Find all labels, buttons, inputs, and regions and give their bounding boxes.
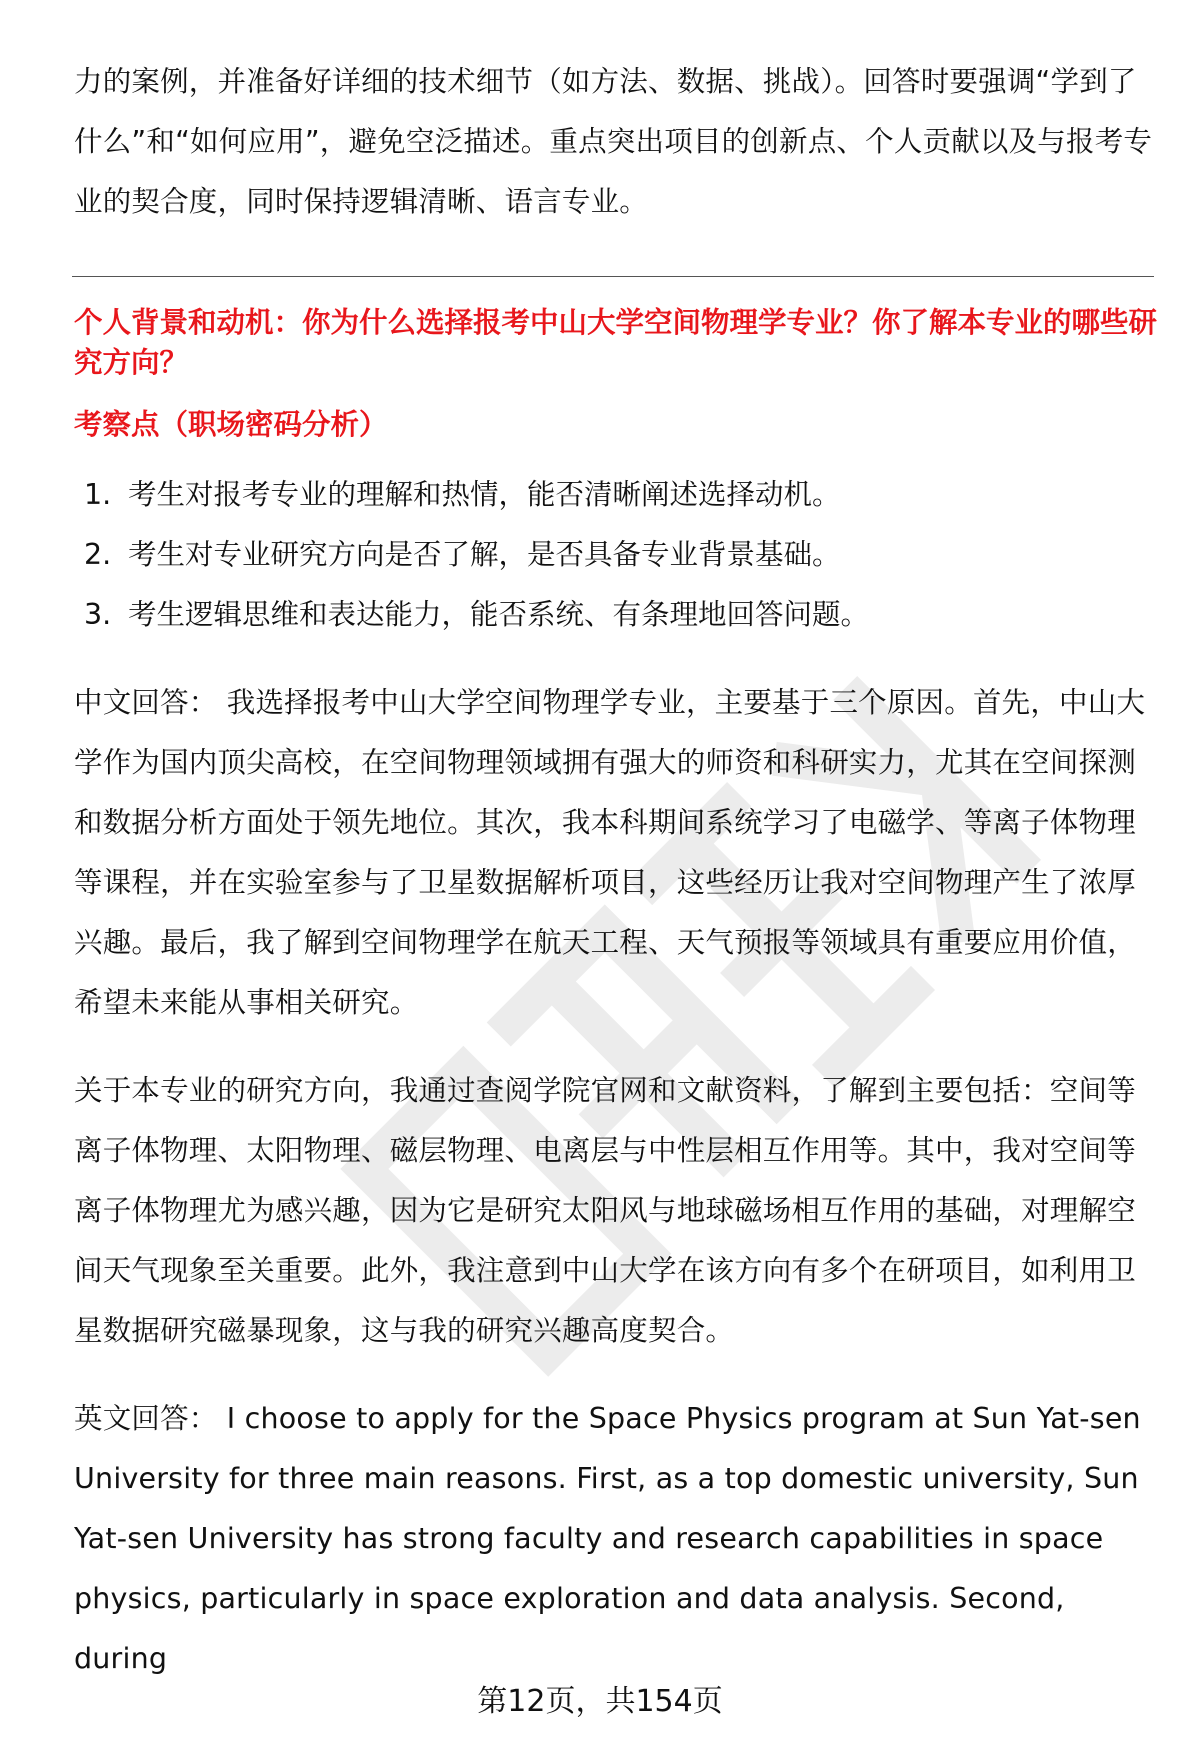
list-item-text: 考生对报考专业的理解和热情，能否清晰阐述选择动机。: [128, 478, 841, 511]
analysis-heading: 考察点（职场密码分析）: [74, 408, 388, 441]
list-item: [74, 525, 1160, 585]
list-item-number: 1.: [84, 478, 112, 511]
intro-paragraph: 力的案例，并准备好详细的技术细节（如方法、数据、挑战）。回答时要强调“学到了什么”和“如何应用”，避免空泛描述。重点突出项目的创新点、个人贡献以及与报考专业的契合度，同时保持逻辑清晰、语言专业。: [74, 65, 1153, 218]
list-item-number: 3.: [84, 598, 112, 631]
research-directions-paragraph: 关于本专业的研究方向，我通过查阅学院官网和文献资料，了解到主要包括：空间等离子体物理、太阳物理、磁层物理、电离层与中性层相互作用等。其中，我对空间等离子体物理尤为感兴趣，因为它是研究太阳风与地球磁场相互作用的基础，对理解空间天气现象至关重要。此外，我注意到中山大学在该方向有多个在研项目，如利用卫星数据研究磁暴现象，这与我的研究兴趣高度契合。: [74, 1074, 1136, 1347]
question-heading: 个人背景和动机：你为什么选择报考中山大学空间物理学专业？你了解本专业的哪些研究方向？: [74, 306, 1158, 379]
page-content: [74, 52, 1160, 1689]
list-item-text: 考生逻辑思维和表达能力，能否系统、有条理地回答问题。: [128, 598, 870, 631]
list-item-text: 考生对专业研究方向是否了解，是否具备专业背景基础。: [128, 538, 841, 571]
english-answer-paragraph: 英文回答： I choose to apply for the Space Physics program at Sun Yat-sen University for three main reasons. First, as a top domestic university, Sun Yat-sen University has strong faculty and research capabilities in space physics, particularly in space exploration and data analysis. Second, during: [74, 1402, 1141, 1675]
chinese-answer-paragraph: 中文回答： 我选择报考中山大学空间物理学专业，主要基于三个原因。首先，中山大学作为国内顶尖高校，在空间物理领域拥有强大的师资和科研实力，尤其在空间探测和数据分析方面处于领先地位。其次，我本科期间系统学习了电磁学、等离子体物理等课程，并在实验室参与了卫星数据解析项目，这些经历让我对空间物理产生了浓厚兴趣。最后，我了解到空间物理学在航天工程、天气预报等领域具有重要应用价值，希望未来能从事相关研究。: [74, 686, 1146, 1019]
list-item-number: 2.: [84, 538, 112, 571]
list-item: [74, 465, 1160, 525]
list-item: [74, 585, 1160, 645]
assessment-points-list: [74, 465, 1160, 645]
page-number-footer: 第12页，共154页: [477, 1684, 723, 1719]
section-divider: [72, 276, 1154, 277]
